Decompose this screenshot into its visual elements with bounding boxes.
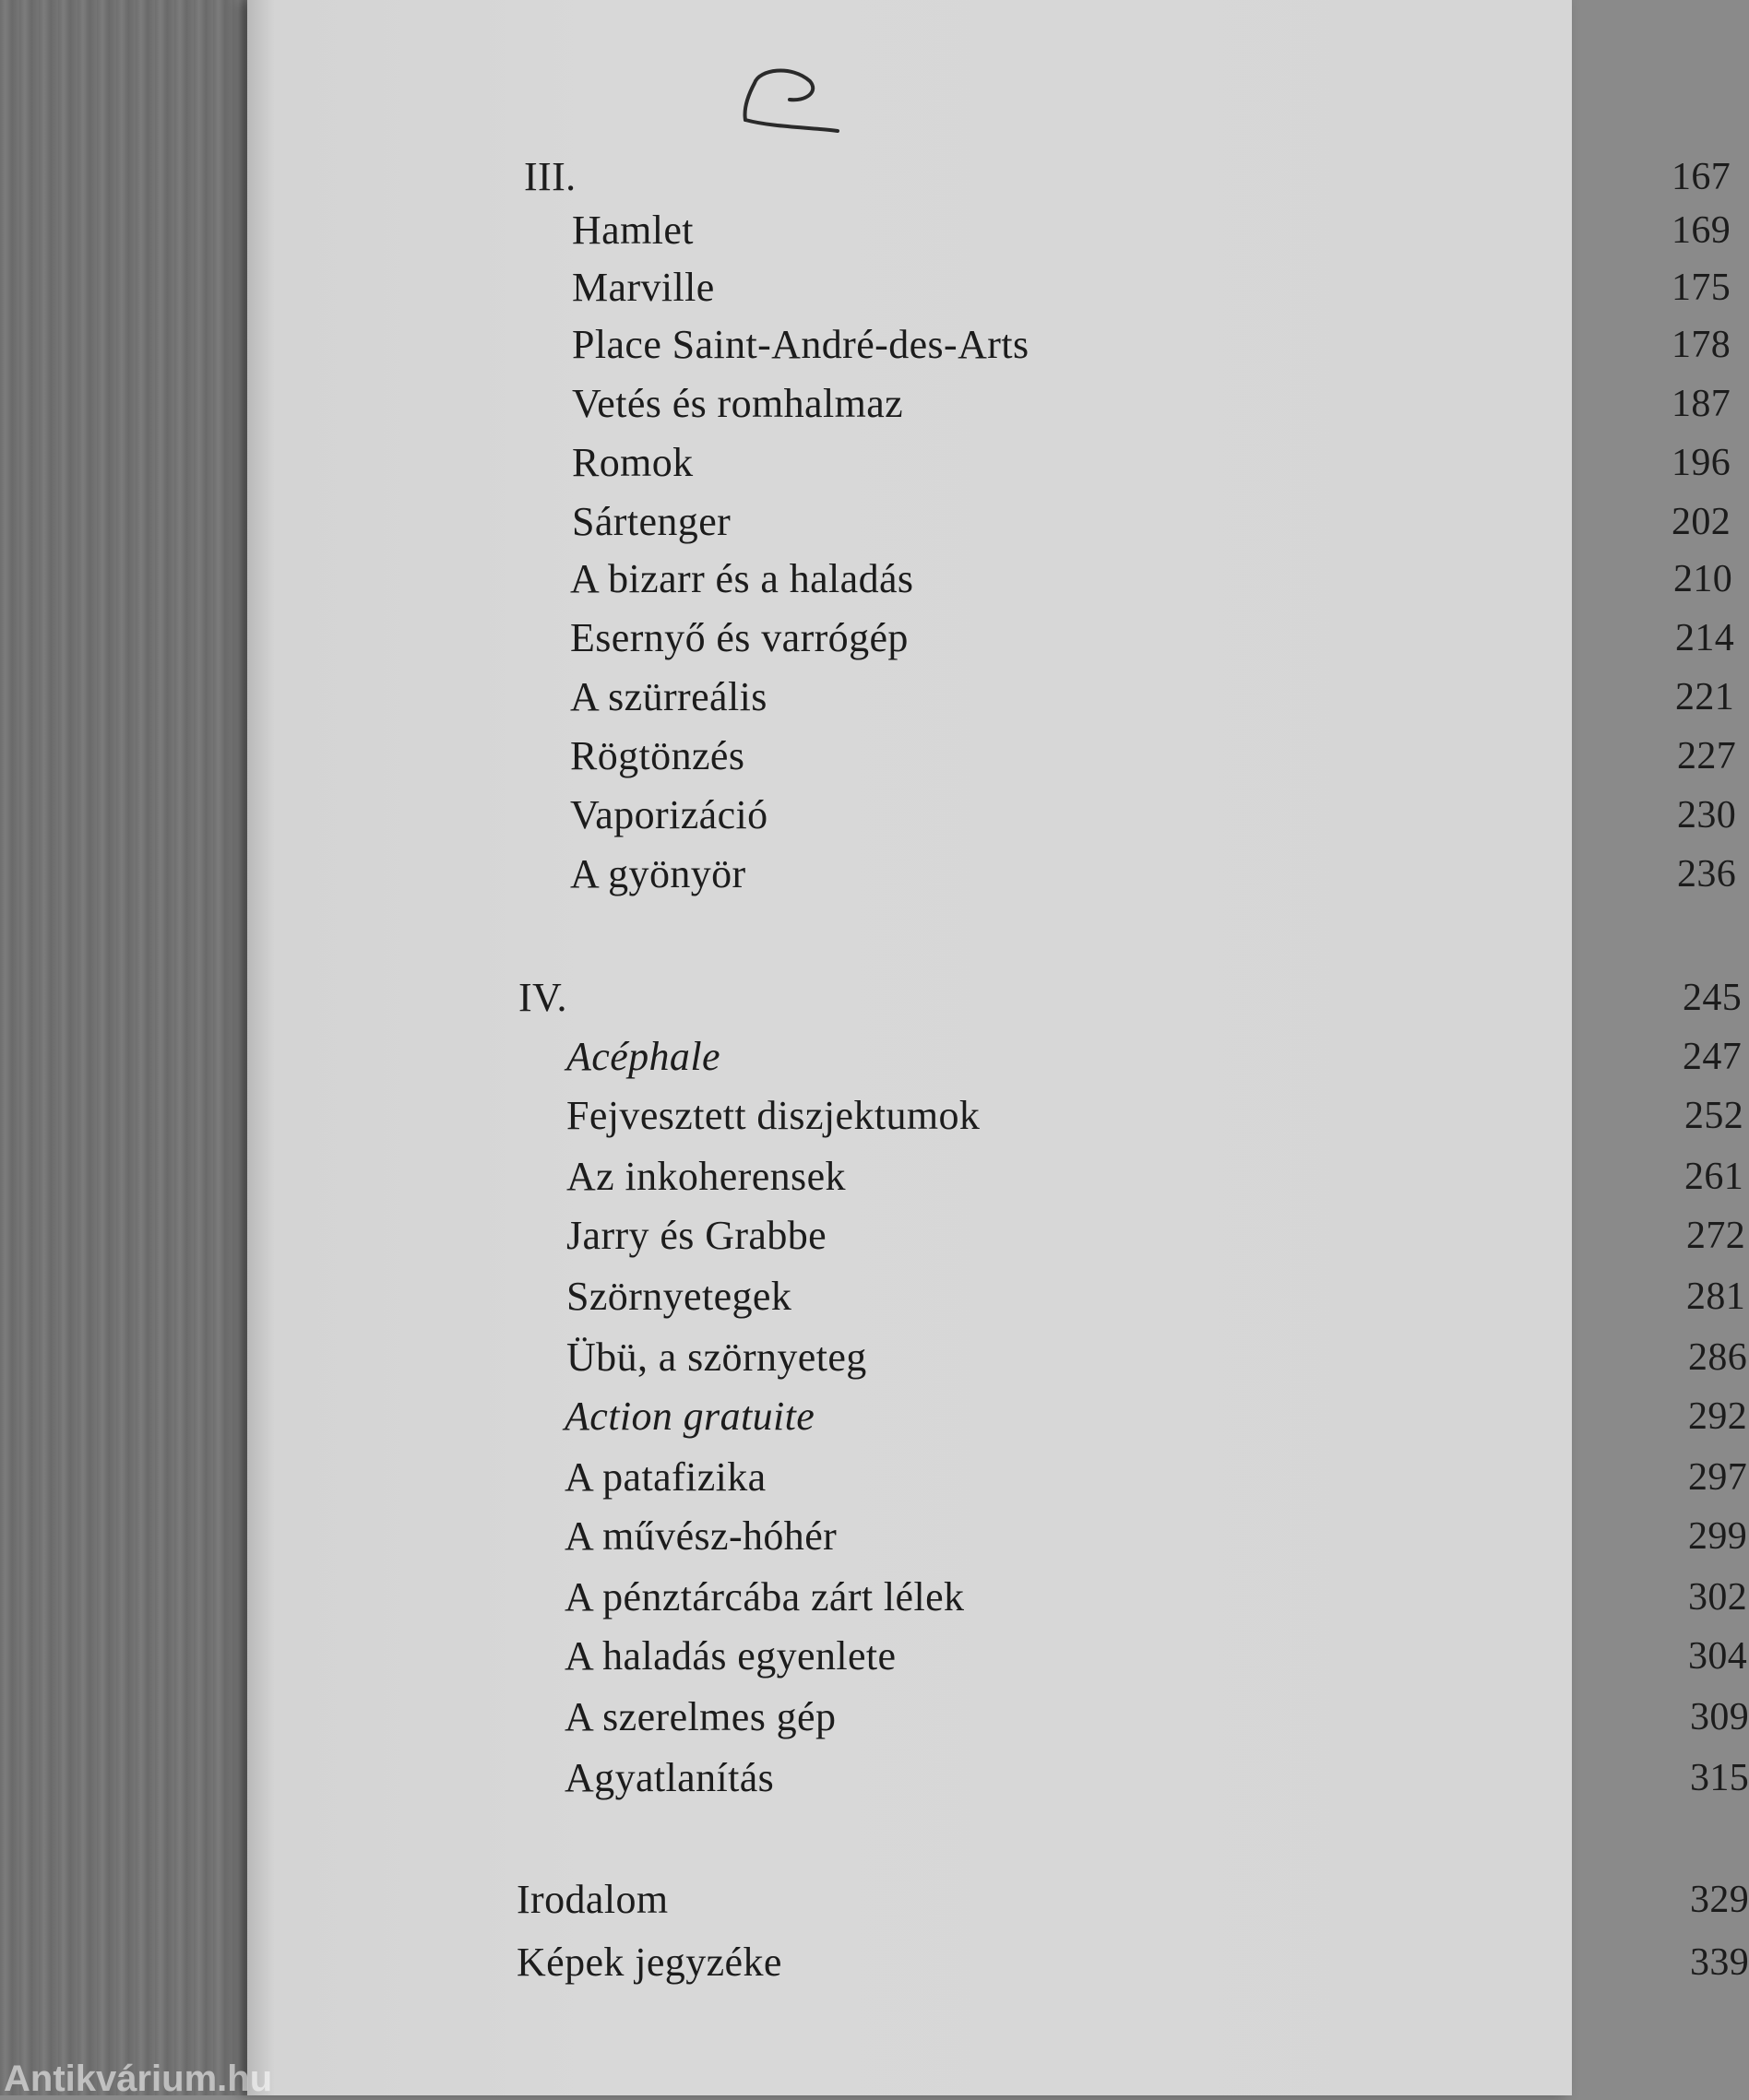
toc-entry (570, 671, 1735, 723)
toc-entry (566, 1031, 1743, 1083)
toc-entry (570, 612, 1735, 664)
toc-page-number: 292 (1688, 1395, 1748, 1438)
toc-entry-label: Jarry és Grabbe (566, 1213, 827, 1258)
toc-page-number: 252 (1684, 1095, 1744, 1137)
toc-entry (565, 1631, 1748, 1682)
toc-entry-label: A gyönyör (570, 851, 746, 896)
toc-page-number: 167 (1672, 156, 1731, 198)
toc-entry-label: Fejvesztett diszjektumok (566, 1093, 981, 1138)
toc-page-number: 272 (1686, 1215, 1746, 1257)
toc-page-number: 202 (1672, 501, 1731, 543)
toc-section-heading (524, 151, 1731, 203)
toc-entry (565, 1572, 1748, 1623)
toc-entry (566, 1090, 1744, 1142)
toc-page-number: 339 (1690, 1941, 1749, 1984)
toc-entry-label: Place Saint-André-des-Arts (572, 322, 1029, 367)
toc-page-number: 245 (1683, 977, 1743, 1019)
toc-page-number: 302 (1688, 1576, 1748, 1619)
toc-page-number: 286 (1688, 1336, 1748, 1379)
toc-page-number: 304 (1688, 1635, 1748, 1678)
toc-entry (565, 1452, 1748, 1503)
toc-entry-label: Rögtönzés (570, 733, 745, 778)
toc-entry (566, 1332, 1748, 1383)
toc-entry-label: A művész-hóhér (565, 1513, 838, 1559)
toc-entry-label: Action gratuite (565, 1394, 815, 1439)
toc-page-number: 221 (1675, 676, 1735, 718)
toc-back-matter-entry (517, 1874, 1749, 1926)
toc-entry (565, 1511, 1748, 1562)
toc-entry (565, 1391, 1748, 1442)
toc-page-number: 247 (1683, 1036, 1743, 1078)
toc-entry-label: Esernyő és varrógép (570, 615, 909, 660)
toc-entry (572, 378, 1731, 430)
toc-entry-label: Romok (572, 440, 694, 485)
toc-page-number: 309 (1690, 1696, 1749, 1738)
toc-entry-label: Szörnyetegek (566, 1274, 792, 1319)
toc-entry-label: Vaporizáció (570, 792, 768, 837)
toc-entry-label: Irodalom (517, 1877, 669, 1922)
toc-page-number: 281 (1686, 1275, 1746, 1318)
toc-page-number: 236 (1677, 853, 1737, 896)
toc-page-number: 214 (1675, 617, 1735, 659)
toc-entry-label: A bizarr és a haladás (570, 556, 914, 601)
table-of-contents (247, 0, 1749, 2095)
toc-page-number: 210 (1673, 558, 1733, 600)
book-page (247, 0, 1749, 2095)
toc-entry-label: Übü, a szörnyeteg (566, 1335, 867, 1380)
toc-entry (565, 1752, 1749, 1804)
toc-entry-label: A haladás egyenlete (565, 1633, 897, 1679)
toc-entry (570, 848, 1737, 900)
toc-entry (566, 1210, 1746, 1262)
toc-entry-label: Sártenger (572, 499, 732, 544)
toc-page-number: 329 (1690, 1879, 1749, 1921)
toc-entry (565, 1691, 1749, 1743)
toc-entry-label: Marville (572, 265, 715, 310)
toc-page-number: 230 (1677, 794, 1737, 836)
toc-entry-label: Hamlet (572, 208, 694, 253)
toc-entry-label: A pénztárcába zárt lélek (565, 1574, 965, 1619)
toc-entry-label: Acéphale (566, 1034, 720, 1079)
toc-page-number: 315 (1690, 1757, 1749, 1799)
toc-heading-label: IV. (518, 975, 567, 1020)
toc-entry (570, 789, 1737, 841)
toc-entry-label: Az inkoherensek (566, 1154, 846, 1199)
toc-entry-label: A patafizika (565, 1454, 767, 1500)
toc-page-number: 261 (1684, 1156, 1744, 1198)
toc-entry (572, 262, 1731, 314)
toc-entry (572, 205, 1731, 256)
toc-entry-label: A szerelmes gép (565, 1694, 837, 1739)
toc-entry (566, 1271, 1746, 1323)
toc-entry-label: Vetés és romhalmaz (572, 381, 904, 426)
toc-page-number: 178 (1672, 324, 1731, 366)
background-surface (0, 0, 258, 2095)
toc-page-number: 297 (1688, 1456, 1748, 1499)
toc-page-number: 196 (1672, 442, 1731, 484)
toc-page-number: 299 (1688, 1515, 1748, 1558)
toc-back-matter-entry (517, 1937, 1749, 1988)
toc-entry-label: Képek jegyzéke (517, 1940, 782, 1985)
toc-entry (570, 553, 1733, 605)
toc-section-heading (518, 972, 1743, 1024)
toc-entry (572, 319, 1731, 371)
watermark: Antikvárium.hu (4, 2058, 273, 2099)
toc-entry (566, 1151, 1744, 1203)
toc-page-number: 227 (1677, 735, 1737, 777)
toc-page-number: 175 (1672, 267, 1731, 309)
toc-entry (572, 437, 1731, 489)
toc-page-number: 187 (1672, 383, 1731, 425)
toc-heading-label: III. (524, 154, 577, 199)
toc-page-number: 169 (1672, 209, 1731, 252)
toc-entry (572, 496, 1731, 548)
toc-entry-label: A szürreális (570, 674, 767, 719)
toc-entry-label: Agyatlanítás (565, 1755, 775, 1800)
toc-entry (570, 730, 1737, 782)
